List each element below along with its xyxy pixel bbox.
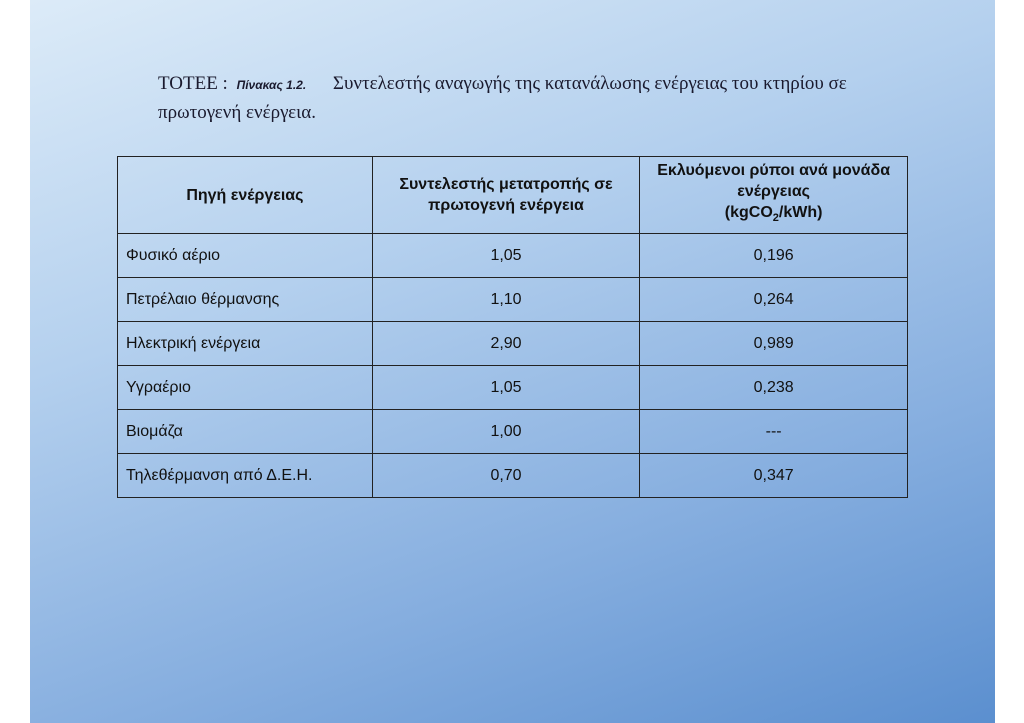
table-row [118, 322, 908, 366]
header-emissions [640, 157, 908, 234]
header-emissions-unit-sub: 2 [772, 212, 779, 225]
cell-factor: 0,70 [372, 454, 639, 498]
cell-source: Πετρέλαιο θέρμανσης [118, 278, 373, 322]
table-row [118, 454, 908, 498]
header-energy-source: Πηγή ενέργειας [118, 157, 373, 234]
cell-factor: 2,90 [372, 322, 639, 366]
cell-emissions: 0,989 [640, 322, 908, 366]
cell-source: Ηλεκτρική ενέργεια [118, 322, 373, 366]
table-row [118, 366, 908, 410]
table-row [118, 410, 908, 454]
cell-source: Φυσικό αέριο [118, 234, 373, 278]
cell-emissions: --- [640, 410, 908, 454]
header-emissions-unit-pre: (kgCO [724, 204, 773, 222]
cell-source: Τηλεθέρμανση από Δ.Ε.Η. [118, 454, 373, 498]
table-header-row [118, 157, 908, 234]
caption-table-ref: Πίνακας 1.2. [236, 78, 307, 92]
cell-emissions: 0,264 [640, 278, 908, 322]
cell-factor: 1,05 [372, 234, 639, 278]
caption-title: Συντελεστής αναγωγής της κατανάλωσης ενέργειας του κτηρίου σε πρωτογενή ενέργεια. [158, 73, 847, 123]
table-row [118, 234, 908, 278]
header-emissions-unit-post: /kWh) [778, 204, 823, 222]
slide-background [30, 0, 995, 723]
header-emissions-label: Εκλυόμενοι ρύποι ανά μονάδα ενέργειας [657, 162, 891, 201]
cell-factor: 1,10 [372, 278, 639, 322]
cell-factor: 1,05 [372, 366, 639, 410]
cell-source: Βιομάζα [118, 410, 373, 454]
cell-source: Υγραέριο [118, 366, 373, 410]
cell-emissions: 0,238 [640, 366, 908, 410]
caption-prefix: ΤΟΤΕΕ : [158, 73, 228, 94]
energy-conversion-table [117, 156, 908, 498]
table-row [118, 278, 908, 322]
cell-factor: 1,00 [372, 410, 639, 454]
cell-emissions: 0,196 [640, 234, 908, 278]
header-conversion-factor: Συντελεστής μετατροπής σε πρωτογενή ενέργεια [372, 157, 639, 234]
table-caption [158, 70, 878, 126]
cell-emissions: 0,347 [640, 454, 908, 498]
